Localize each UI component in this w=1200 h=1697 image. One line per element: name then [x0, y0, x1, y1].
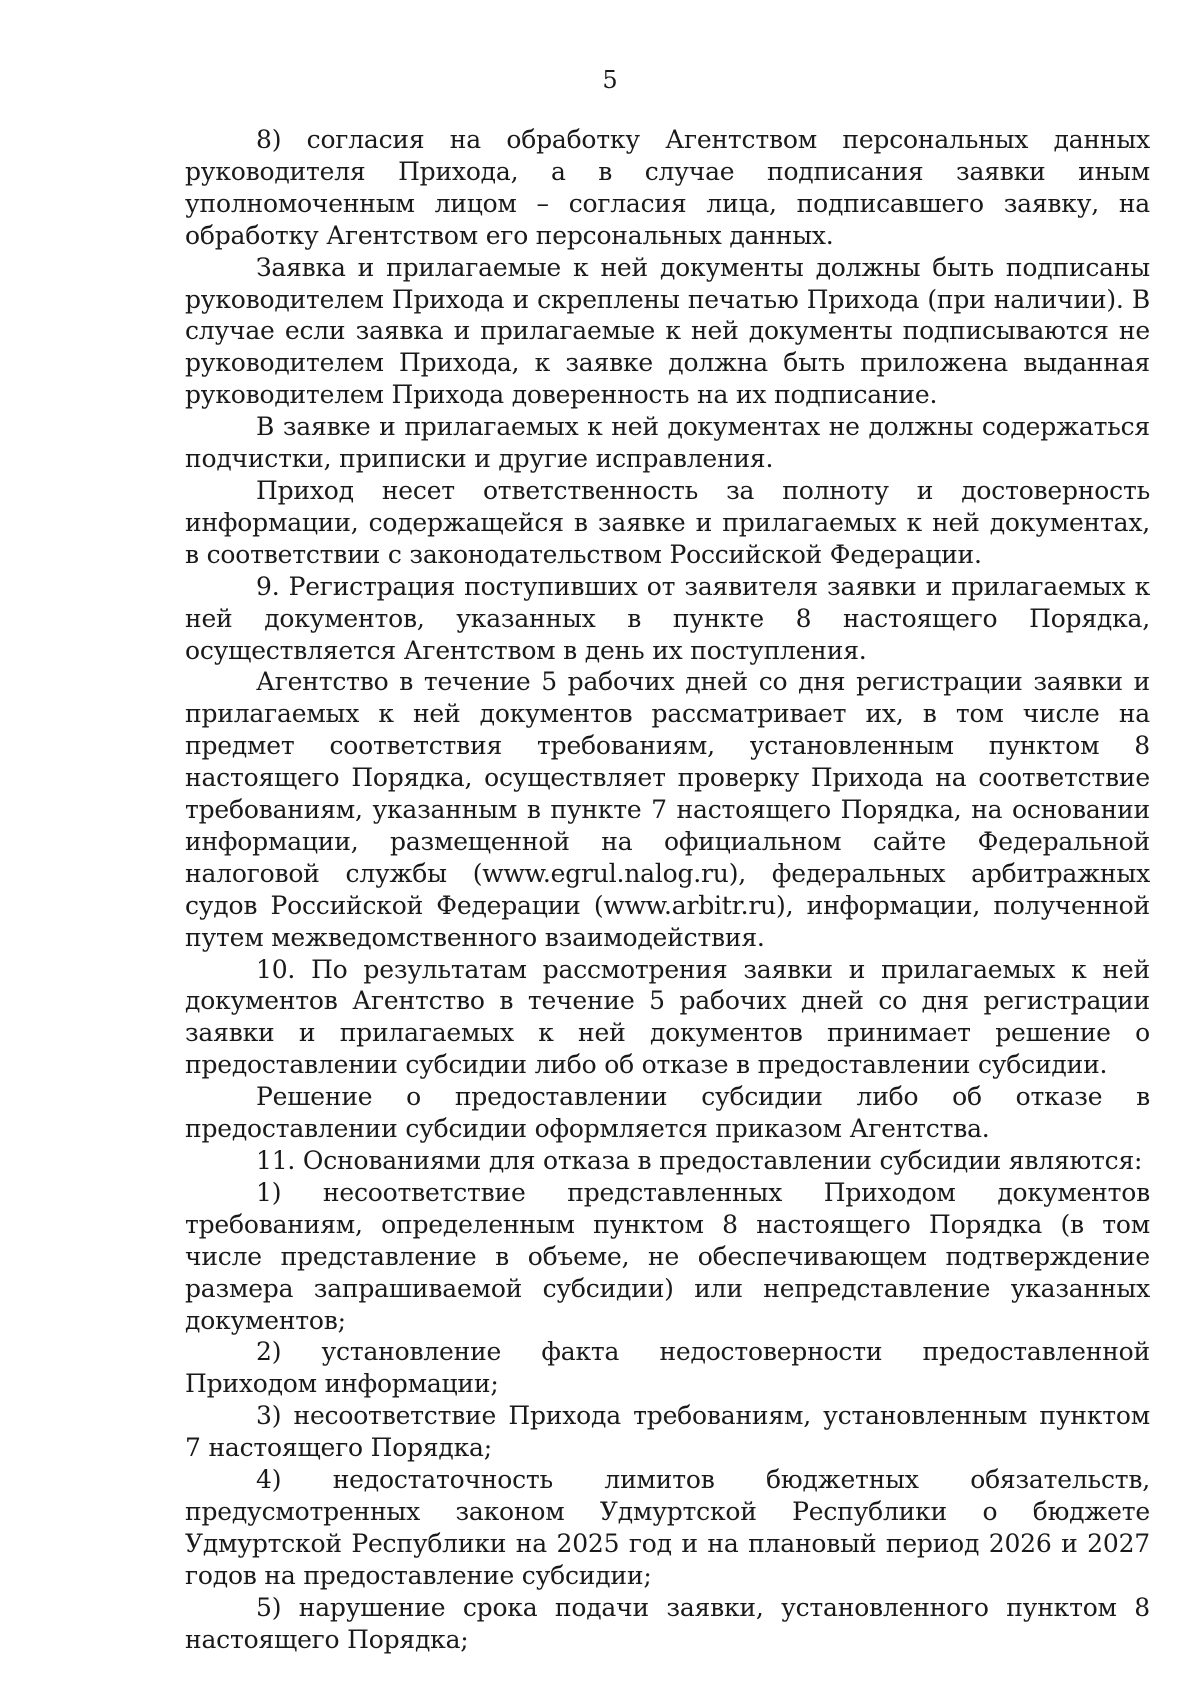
paragraph-10-decision: 10. По результатам рассмотрения заявки и прилагаемых к ней документов Агентство в течение 5 рабочих дней со дня регистрации заявки и прилагаемых к ней документов принимает решение о предоставлении субсидии либо об отказе в предоставлении субсидии.	[185, 954, 1150, 1080]
document-body	[185, 124, 1150, 1656]
paragraph-responsibility: Приход несет ответственность за полноту и достоверность информации, содержащейся в заявке и прилагаемых к ней документах, в соответствии с законодательством Российской Федерации.	[185, 475, 1150, 569]
paragraph-11-refusal-grounds: 11. Основаниями для отказа в предоставлении субсидии являются:	[256, 1146, 1143, 1175]
page-number: 5	[602, 66, 618, 94]
list-item-refusal-1: 1) несоответствие представленных Приходом документов требованиям, определенным пунктом 8 настоящего Порядка (в том числе представление в объеме, не обеспечивающем подтверждение размера запрашиваемой субсидии) или непредставление указанных документов;	[185, 1177, 1150, 1335]
paragraph-review-period: Агентство в течение 5 рабочих дней со дня регистрации заявки и прилагаемых к ней документов рассматривает их, в том числе на предмет соответствия требованиям, установленным пунктом 8 настоящего Порядка, осуществляет проверку Прихода на соответствие требованиям, указанным в пункте 7 настоящего Порядка, на основании информации, размещенной на официальном сайте Федеральной налоговой службы (www.egrul.nalog.ru), федеральных арбитражных судов Российской Федерации (www.arbitr.ru), информации, полученной путем межведомственного взаимодействия.	[185, 667, 1150, 952]
paragraph-signature-requirements: Заявка и прилагаемые к ней документы должны быть подписаны руководителем Прихода и скреплены печатью Прихода (при наличии). В случае если заявка и прилагаемые к ней документы подписываются не руководителем Прихода, к заявке должна быть приложена выданная руководителем Прихода доверенность на их подписание.	[185, 252, 1150, 410]
paragraph-no-corrections: В заявке и прилагаемых к ней документах не должны содержаться подчистки, приписки и другие исправления.	[185, 412, 1150, 474]
paragraph-consent-personal-data: 8) согласия на обработку Агентством персональных данных руководителя Прихода, а в случае подписания заявки иным уполномоченным лицом – согласия лица, подписавшего заявку, на обработку Агентством его персональных данных.	[185, 125, 1150, 250]
list-item-refusal-2: 2) установление факта недостоверности предоставленной Приходом информации;	[185, 1337, 1150, 1399]
paragraph-decision-order: Решение о предоставлении субсидии либо об отказе в предоставлении субсидии оформляется приказом Агентства.	[185, 1082, 1150, 1144]
list-item-refusal-4: 4) недостаточность лимитов бюджетных обязательств, предусмотренных законом Удмуртской Республики о бюджете Удмуртской Республики на 2025 год и на плановый период 2026 и 2027 годов на предоставление субсидии;	[185, 1465, 1150, 1590]
list-item-refusal-5: 5) нарушение срока подачи заявки, установленного пунктом 8 настоящего Порядка;	[185, 1592, 1150, 1654]
paragraph-9-registration: 9. Регистрация поступивших от заявителя заявки и прилагаемых к ней документов, указанных в пункте 8 настоящего Порядка, осуществляется Агентством в день их поступления.	[185, 571, 1150, 665]
list-item-refusal-3: 3) несоответствие Прихода требованиям, установленным пунктом 7 настоящего Порядка;	[185, 1401, 1150, 1463]
